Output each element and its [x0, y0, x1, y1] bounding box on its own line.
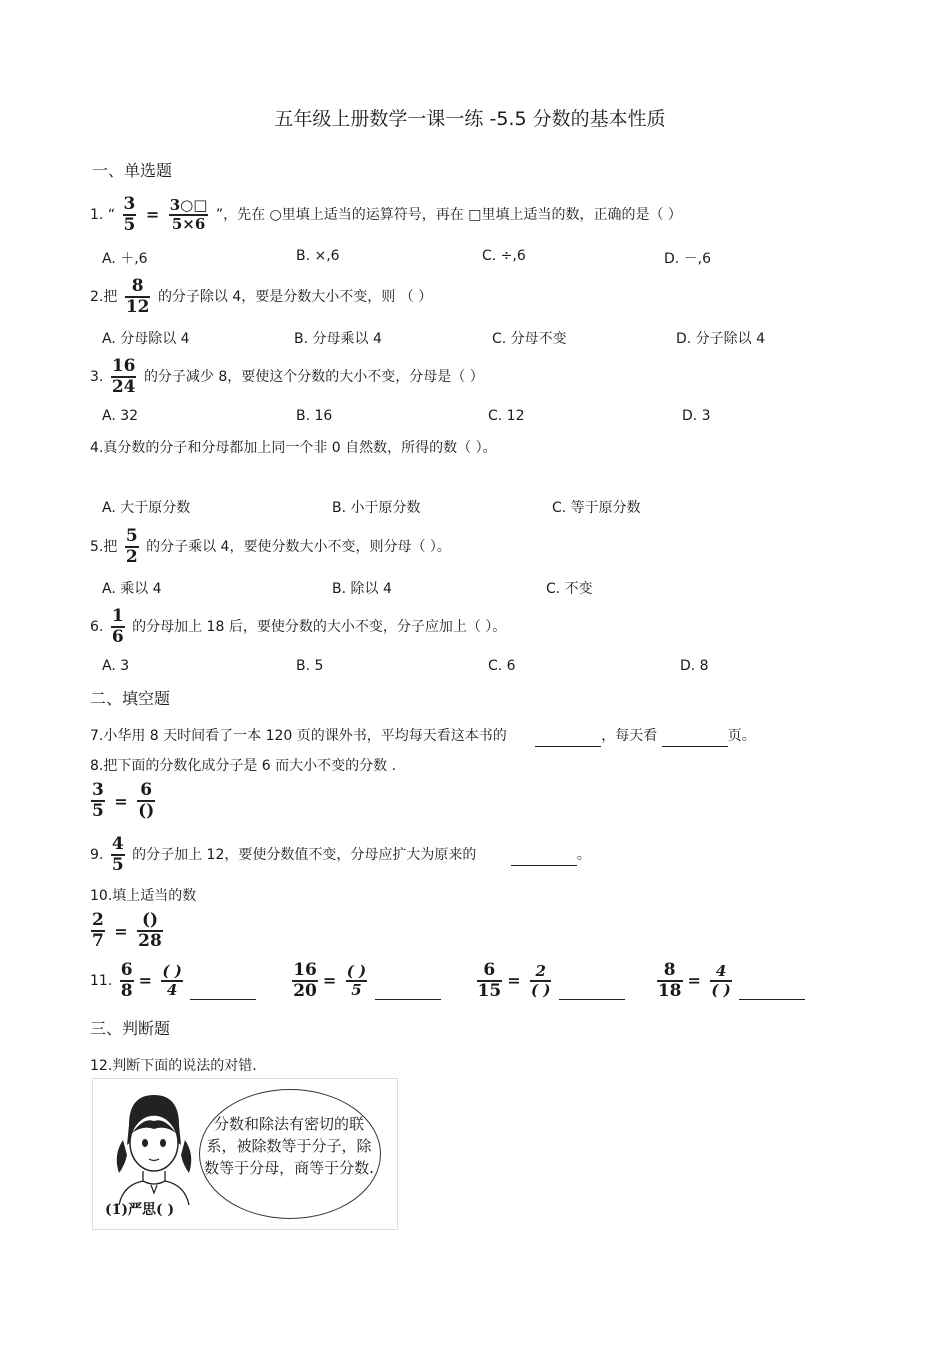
quote-mark: “ [107, 207, 116, 223]
denominator: 15 [477, 981, 502, 1001]
question-11 [90, 962, 805, 1000]
fraction[interactable] [137, 782, 155, 820]
denominator: 20 [293, 981, 317, 1001]
option-a[interactable]: A. 32 [102, 408, 139, 424]
numerator: 6 [483, 960, 496, 980]
fraction [346, 964, 367, 998]
section-heading-true-false: 三、判断题 [90, 1019, 171, 1038]
option-d[interactable]: D. 分子除以 4 [676, 331, 766, 347]
numerator: 8 [131, 276, 144, 296]
answer-blank[interactable] [190, 979, 256, 1000]
denominator: 5×6 [171, 215, 206, 233]
fraction [125, 278, 151, 316]
option-d[interactable]: D. 3 [682, 408, 711, 424]
girl-speech-illustration [92, 1078, 398, 1230]
question-text: 的分子减少 8，要使这个分数的大小不变，分母是（ ） [143, 369, 484, 385]
option-b[interactable]: B. 除以 4 [332, 581, 392, 597]
option-a[interactable]: A. 分母除以 4 [102, 331, 190, 347]
numerator: 6 [140, 780, 153, 800]
equals-sign: = [114, 791, 128, 811]
numerator: 3○□ [169, 196, 208, 214]
question-text: ，每天看 [601, 728, 658, 744]
period: 。 [576, 847, 591, 863]
question-6 [90, 608, 506, 646]
option-b[interactable]: B. 小于原分数 [332, 500, 421, 516]
fraction [111, 608, 125, 646]
answer-blank[interactable] [511, 845, 577, 866]
denominator: 2 [125, 547, 138, 567]
question-number: 6. [90, 619, 104, 635]
option-a[interactable]: A. 大于原分数 [102, 500, 191, 516]
denominator: 5 [92, 801, 104, 821]
denominator: 6 [111, 627, 124, 647]
fraction [125, 528, 139, 566]
numerator-blank[interactable]: ( ) [162, 962, 182, 980]
equals-sign: = [322, 971, 337, 990]
denominator: 7 [92, 931, 104, 951]
fraction [169, 198, 209, 232]
question-1 [90, 196, 682, 234]
numerator: 4 [111, 834, 124, 854]
question-number: 11. [90, 973, 113, 989]
answer-blank[interactable] [739, 979, 805, 1000]
question-8: 8.把下面的分数化成分子是 6 而大小不变的分数 . [90, 758, 397, 774]
answer-blank[interactable] [559, 979, 625, 1000]
equals-sign: = [145, 205, 160, 224]
option-b[interactable]: B. 5 [296, 658, 324, 674]
section-heading-single-choice: 一、单选题 [92, 161, 173, 180]
question-number: 3. [90, 369, 104, 385]
denominator: 8 [120, 981, 133, 1001]
question-number: 5.把 [90, 539, 118, 555]
question-number: 1. [90, 207, 104, 223]
option-b[interactable]: B. 分母乘以 4 [294, 331, 382, 347]
question-12: 12.判断下面的说法的对错. [90, 1058, 257, 1074]
option-c[interactable]: C. 等于原分数 [552, 500, 641, 516]
denominator: 12 [125, 297, 150, 317]
fraction [91, 912, 105, 950]
numerator-blank[interactable]: () [141, 910, 159, 930]
question-number: 2.把 [90, 289, 118, 305]
question-text: 的分母加上 18 后，要使分数的大小不变，分子应加上（ ）。 [132, 619, 507, 635]
fraction [710, 964, 731, 998]
fraction [477, 962, 503, 1000]
equals-sign: = [114, 921, 128, 941]
fraction [657, 962, 683, 1000]
numerator: 16 [111, 356, 136, 376]
option-b[interactable]: B. ×,6 [296, 248, 340, 264]
fraction [120, 962, 134, 1000]
page-title: 五年级上册数学一课一练 -5.5 分数的基本性质 [274, 108, 666, 130]
question-text: ”，先在 ○里填上适当的运算符号，再在 □里填上适当的数，正确的是（ ） [215, 207, 682, 223]
answer-blank[interactable] [662, 726, 728, 747]
denominator-blank[interactable]: ( ) [711, 981, 731, 999]
equals-sign: = [687, 971, 701, 990]
numerator: 16 [293, 960, 317, 980]
option-a[interactable]: A. 乘以 4 [102, 581, 162, 597]
denominator: 24 [111, 377, 136, 397]
option-a[interactable]: A. 3 [102, 658, 130, 674]
speech-bubble-text: 分数和除法有密切的联系，被除数等于分子，除数等于分母，商等于分数. [204, 1115, 374, 1177]
numerator: 6 [120, 960, 133, 980]
numerator: 5 [125, 526, 138, 546]
question-2 [90, 278, 432, 316]
question-5 [90, 528, 451, 566]
fraction[interactable] [137, 912, 163, 950]
fraction [161, 964, 182, 998]
option-c[interactable]: C. ÷,6 [482, 248, 526, 264]
option-c[interactable]: C. 分母不变 [492, 331, 567, 347]
denominator: 5 [123, 215, 136, 235]
fraction-equation [88, 782, 158, 820]
question-text: 页。 [727, 728, 756, 744]
question-7 [90, 726, 756, 747]
numerator: 2 [92, 910, 104, 930]
numerator-blank[interactable]: ( ) [346, 962, 367, 980]
numerator: 3 [123, 194, 136, 214]
option-a[interactable]: A. ＋,6 [102, 251, 148, 267]
fraction [111, 358, 137, 396]
girl-figure-icon [99, 1085, 209, 1205]
numerator: 8 [663, 960, 676, 980]
option-d[interactable]: D. 8 [680, 658, 709, 674]
denominator: 5 [111, 855, 124, 875]
question-9 [90, 836, 591, 874]
answer-blank[interactable] [375, 979, 441, 1000]
denominator-blank[interactable]: () [138, 801, 155, 821]
option-c[interactable]: C. 6 [488, 658, 516, 674]
answer-blank[interactable] [535, 726, 601, 747]
numerator: 4 [715, 962, 727, 980]
question-4: 4.真分数的分子和分母都加上同一个非 0 自然数，所得的数（ ）。 [90, 440, 497, 456]
fraction-equation [88, 912, 166, 950]
denominator: 4 [166, 981, 178, 999]
fraction [123, 196, 137, 234]
denominator: 28 [138, 931, 162, 951]
option-c[interactable]: C. 12 [488, 408, 525, 424]
numerator: 3 [92, 780, 104, 800]
fraction [111, 836, 125, 874]
option-d[interactable]: D. －,6 [664, 251, 712, 267]
question-text: 的分子除以 4，要是分数大小不变，则 （ ） [157, 289, 433, 305]
question-text: 的分子乘以 4，要使分数大小不变，则分母（ ）。 [146, 539, 451, 555]
equals-sign: = [138, 971, 152, 990]
option-b[interactable]: B. 16 [296, 408, 333, 424]
judgment-answer-slot[interactable]: (1)严思( ) [105, 1202, 175, 1218]
denominator: 18 [657, 981, 682, 1001]
question-number: 9. [90, 847, 104, 863]
denominator-blank[interactable]: ( ) [531, 981, 551, 999]
numerator: 2 [535, 962, 546, 980]
question-3 [90, 358, 484, 396]
equals-sign: = [507, 971, 521, 990]
numerator: 1 [111, 606, 124, 626]
option-c[interactable]: C. 不变 [546, 581, 593, 597]
section-heading-fill-blank: 二、填空题 [90, 689, 171, 708]
fraction [292, 962, 318, 1000]
denominator: 5 [351, 981, 362, 999]
fraction [530, 964, 551, 998]
question-text: 7.小华用 8 天时间看了一本 120 页的课外书，平均每天看这本书的 [90, 728, 507, 744]
fraction [91, 782, 105, 820]
question-10: 10.填上适当的数 [90, 888, 197, 904]
question-text: 的分子加上 12，要使分数值不变，分母应扩大为原来的 [132, 847, 477, 863]
